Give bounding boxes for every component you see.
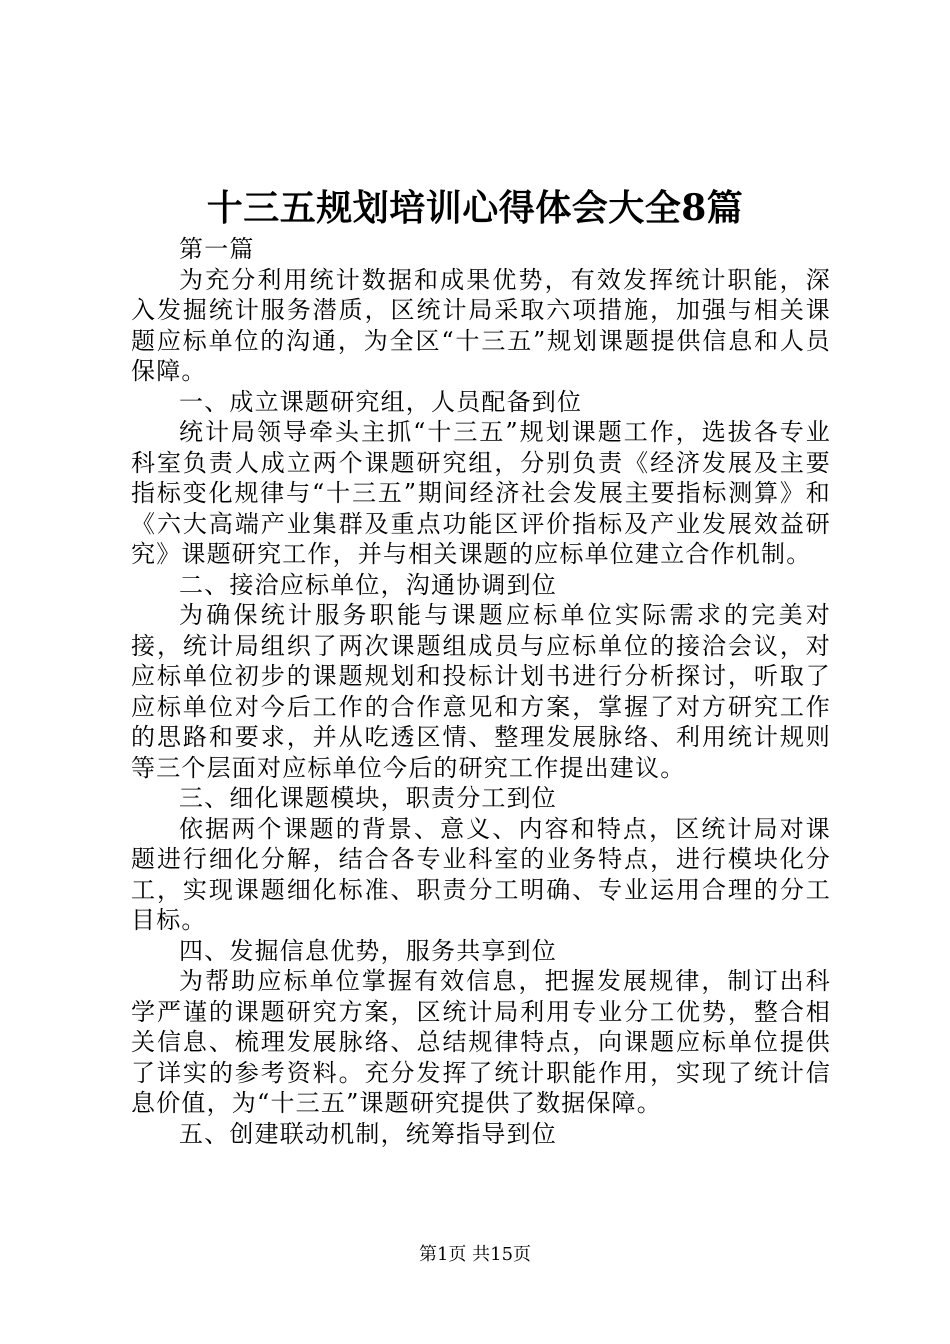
body-paragraph: 统计局领导牵头主抓“十三五”规划课题工作，选拔各专业科室负责人成立两个课题研究组，分别负责《经济发展及主要指标变化规律与“十三五”期间经济社会发展主要指标测算》和《六大高端产业集群及重点功能区评价指标及产业发展效益研究》课题研究工作，并与相关课题的应标单位建立合作机制。 <box>131 418 831 568</box>
subsection-heading: 三、细化课题模块，职责分工到位 <box>179 784 557 812</box>
subsection-heading: 五、创建联动机制，统筹指导到位 <box>179 1119 557 1148</box>
subsection-heading: 一、成立课题研究组，人员配备到位 <box>179 387 583 416</box>
body-paragraph: 为帮助应标单位掌握有效信息，把握发展规律，制订出科学严谨的课题研究方案，区统计局利用专业分工优势，整合相关信息、梳理发展脉络、总结规律特点，向课题应标单位提供了详实的参考资料。充分发挥了统计职能作用，实现了统计信息价值，为“十三五”课题研究提供了数据保障。 <box>131 967 831 1117</box>
document-body <box>131 234 831 1149</box>
body-paragraph: 为确保统计服务职能与课题应标单位实际需求的完美对接，统计局组织了两次课题组成员与应标单位的接洽会议，对应标单位初步的课题规划和投标计划书进行分析探讨，听取了应标单位对今后工作的合作意见和方案，掌握了对方研究工作的思路和要求，并从吃透区情、整理发展脉络、利用统计规则等三个层面对应标单位今后的研究工作提出建议。 <box>131 601 831 782</box>
document-title: 十三五规划培训心得体会大全8篇 <box>206 187 744 229</box>
section-heading: 第一篇 <box>179 235 255 263</box>
page-footer <box>0 1243 950 1267</box>
body-paragraph: 依据两个课题的背景、意义、内容和特点，区统计局对课题进行细化分解，结合各专业科室的业务特点，进行模块化分工，实现课题细化标准、职责分工明确、专业运用合理的分工目标。 <box>131 814 831 934</box>
page-indicator: 第1页 共15页 <box>418 1244 532 1265</box>
body-paragraph: 为充分利用统计数据和成果优势，有效发挥统计职能，深入发掘统计服务潜质，区统计局采取六项措施，加强与相关课题应标单位的沟通，为全区“十三五”规划课题提供信息和人员保障。 <box>131 265 831 385</box>
subsection-heading: 二、接洽应标单位，沟通协调到位 <box>179 570 557 599</box>
subsection-heading: 四、发掘信息优势，服务共享到位 <box>179 936 557 965</box>
